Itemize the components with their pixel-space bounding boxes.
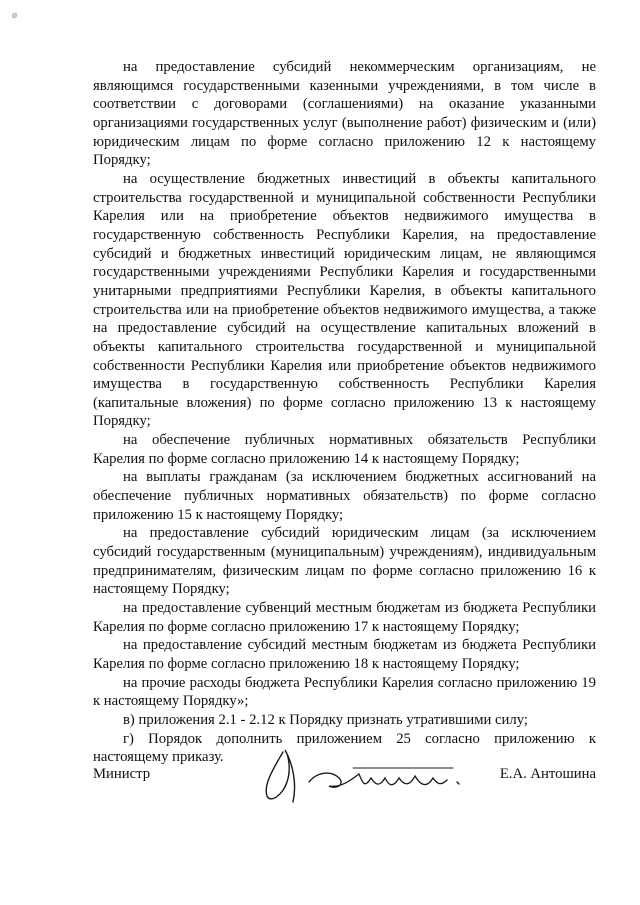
paragraph-add-annex-25: г) Порядок дополнить приложением 25 согласно приложению к настоящему приказу. [93, 730, 596, 766]
paragraph-public-obligations: на обеспечение публичных нормативных обязательств Республики Карелия по форме согласно приложению 14 к настоящему Порядку; [93, 432, 596, 467]
paragraph-subventions-local: на предоставление субвенций местным бюджетам из бюджета Республики Карелия по форме согласно приложению 17 к настоящему Порядку; [93, 600, 596, 635]
signatory-title: Министр [93, 766, 151, 782]
paragraph-subsidies-nonprofit: на предоставление субсидий некоммерческим организациям, не являющимся государственными казенными учреждениями, в том числе в соответствии с договорами (соглашениями) на оказание указанными организациями государственных услуг (выполнение работ) физическим и (или) юридическим лицам по форме согласно приложению 12 к настоящему Порядку; [93, 59, 596, 169]
signatory-name: Е.А. Антошина [499, 766, 596, 782]
paragraph-citizen-payments: на выплаты гражданам (за исключением бюджетных ассигнований на обеспечение публичных нормативных обязательств) по форме согласно приложению 15 к настоящему Порядку; [93, 469, 596, 523]
paragraph-other-expenses: на прочие расходы бюджета Республики Карелия согласно приложению 19 к настоящему Порядку»; [93, 674, 596, 710]
paragraph-subsidies-local: на предоставление субсидий местным бюджетам из бюджета Республики Карелия по форме согласно приложению 18 к настоящему Порядку; [93, 637, 596, 672]
document-body [93, 58, 596, 767]
signature-block [93, 752, 596, 812]
corner-mark: ø [12, 10, 17, 21]
paragraph-subsidies-legal-entities: на предоставление субсидий юридическим лицам (за исключением субсидий государственным (муниципальным) учреждениям), индивидуальным предпринимателям, физическим лицам по форме согласно приложению 16 к настоящему Порядку; [93, 525, 596, 598]
paragraph-budget-investments: на осуществление бюджетных инвестиций в объекты капитального строительства государственной и муниципальной собственности Республики Карелия или на приобретение объектов недвижимого имущества в государственную собственность Республики Карелия, на предоставление субсидий и бюджетных инвестиций юридическим лицам, не являющимся государственными учреждениями Республики Карелия и государственными унитарными предприятиями Республики Карелия, в объекты капитального строительства или на приобретение объектов недвижимого имущества, а также на предоставление субсидий на осуществление капитальных вложений в объекты капитального строительства государственной и муниципальной собственности Республики Карелия или приобретение объектов недвижимого имущества в государственную собственность Республики Карелия (капитальные вложения) по форме согласно приложению 13 к настоящему Порядку; [93, 170, 596, 430]
handwritten-signature [253, 744, 483, 806]
paragraph-annexes-invalid: в) приложения 2.1 - 2.12 к Порядку признать утратившими силу; [123, 711, 528, 728]
